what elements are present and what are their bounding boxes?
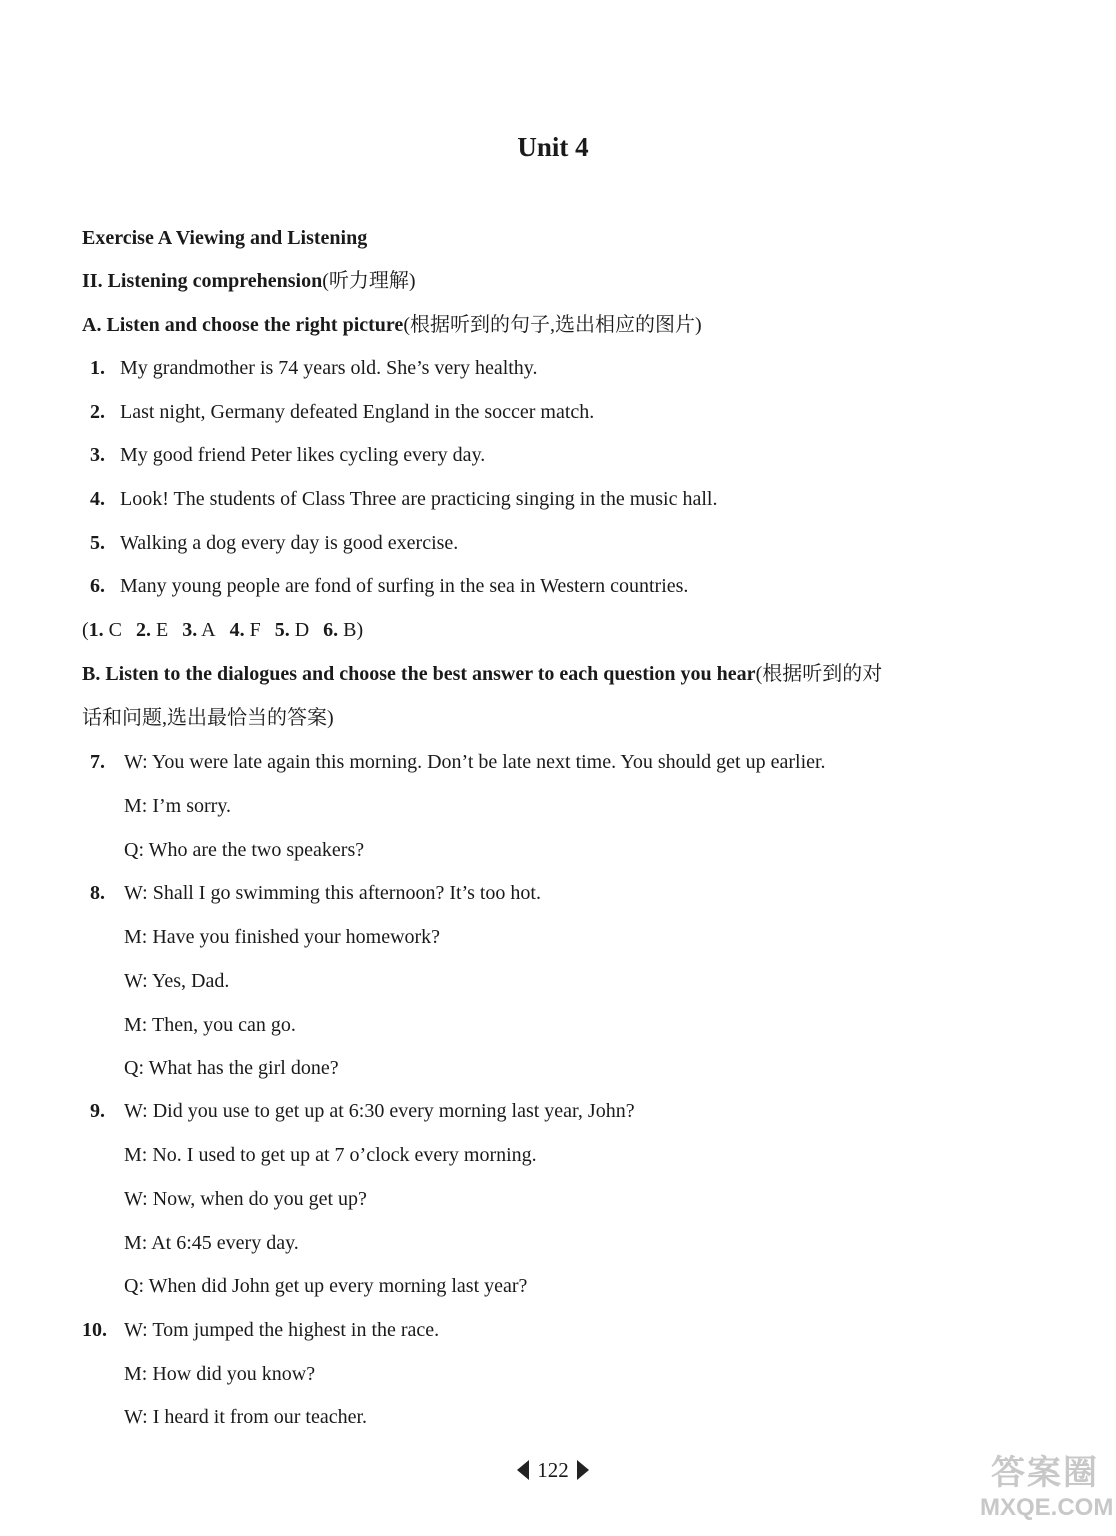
answer-letter: B (343, 619, 357, 641)
part-b-heading-cn-cont: 话和问题,选出最恰当的答案) (82, 707, 334, 729)
section-heading (82, 268, 416, 294)
dialogue-line: M: I’m sorry. (124, 795, 232, 817)
item-number: 3. (90, 444, 105, 466)
watermark-top: 答案圈 (991, 1455, 1099, 1492)
answer-letter: A (201, 619, 216, 641)
dialogue-line: 9. W: Did you use to get up at 6:30 every morning last year, John? (90, 1100, 635, 1122)
answer-number: 1. (88, 619, 104, 641)
answer-letter: D (294, 619, 310, 641)
item-number: 6. (90, 575, 105, 597)
dialogue-line: M: Then, you can go. (124, 1014, 296, 1036)
dialogue-line: M: At 6:45 every day. (124, 1232, 299, 1254)
dialogue-line: Q: Who are the two speakers? (124, 839, 365, 861)
dialogue-line: 8. W: Shall I go swimming this afternoon? It’s too hot. (90, 882, 541, 904)
triangle-left-icon (517, 1460, 529, 1480)
list-item (90, 399, 594, 425)
part-b-heading-en: B. Listen to the dialogues and choose the best answer to each question you hear (82, 663, 756, 685)
item-text: Many young people are fond of surfing in the sea in Western countries. (120, 575, 689, 597)
item-text: Last night, Germany defeated England in the soccer match. (120, 401, 595, 423)
dialogue-line: M: Have you finished your homework? (124, 926, 441, 948)
section-heading-en: II. Listening comprehension (82, 270, 323, 292)
part-b-heading (82, 661, 882, 687)
list-item (90, 355, 538, 381)
list-item (90, 486, 717, 512)
part-a-heading-en: A. Listen and choose the right picture (82, 314, 404, 336)
list-item (90, 442, 485, 468)
page-footer (0, 1458, 1106, 1483)
page-title: Unit 4 (517, 132, 589, 162)
answer-letter: C (108, 619, 123, 641)
watermark (980, 1454, 1114, 1532)
answer-number: 2. (136, 619, 152, 641)
answer-letter: F (249, 619, 261, 641)
dialogue-number: 9. (90, 1100, 105, 1122)
item-text: My grandmother is 74 years old. She’s very healthy. (120, 357, 538, 379)
answer-number: 6. (323, 619, 339, 641)
part-b-heading-cn: (根据听到的对 (755, 663, 883, 685)
item-number: 1. (90, 357, 105, 379)
dialogue-line: Q: When did John get up every morning last year? (124, 1275, 528, 1297)
item-text: Look! The students of Class Three are practicing singing in the music hall. (120, 488, 718, 510)
item-number: 2. (90, 401, 105, 423)
list-item (90, 530, 458, 556)
part-a-heading-cn: (根据听到的句子,选出相应的图片) (403, 314, 702, 336)
item-number: 5. (90, 532, 105, 554)
section-heading-cn: (听力理解) (322, 270, 416, 292)
dialogue-line: M: How did you know? (124, 1363, 316, 1385)
answer-number: 3. (182, 619, 198, 641)
item-text: My good friend Peter likes cycling every day. (120, 444, 486, 466)
list-item (90, 573, 688, 599)
part-a-heading (82, 312, 702, 338)
watermark-bottom: MXQE.COM (980, 1494, 1114, 1521)
dialogue-number: 8. (90, 882, 105, 904)
item-number: 4. (90, 488, 105, 510)
answer-number: 4. (229, 619, 245, 641)
item-text: Walking a dog every day is good exercise. (120, 532, 459, 554)
dialogue-line: Q: What has the girl done? (124, 1057, 339, 1079)
dialogue-line: W: I heard it from our teacher. (124, 1406, 368, 1428)
dialogue-line: W: Now, when do you get up? (124, 1188, 367, 1210)
dialogue-line: W: Yes, Dad. (124, 970, 230, 992)
dialogue-number: 7. (90, 751, 105, 773)
exercise-heading: Exercise A Viewing and Listening (82, 227, 368, 249)
dialogue-line: M: No. I used to get up at 7 o’clock every morning. (124, 1144, 537, 1166)
dialogue-number: 10. (82, 1319, 107, 1341)
triangle-right-icon (577, 1460, 589, 1480)
page-number: 122 (537, 1458, 569, 1482)
answer-letter: E (156, 619, 169, 641)
answer-key: (1. C 2. E 3. A 4. F 5. D 6. B) (82, 619, 364, 641)
answer-number: 5. (274, 619, 290, 641)
dialogue-line: 7. W: You were late again this morning. Don’t be late next time. You should get up earlier. (90, 751, 826, 773)
dialogue-line: 10. W: Tom jumped the highest in the race. (82, 1319, 440, 1341)
